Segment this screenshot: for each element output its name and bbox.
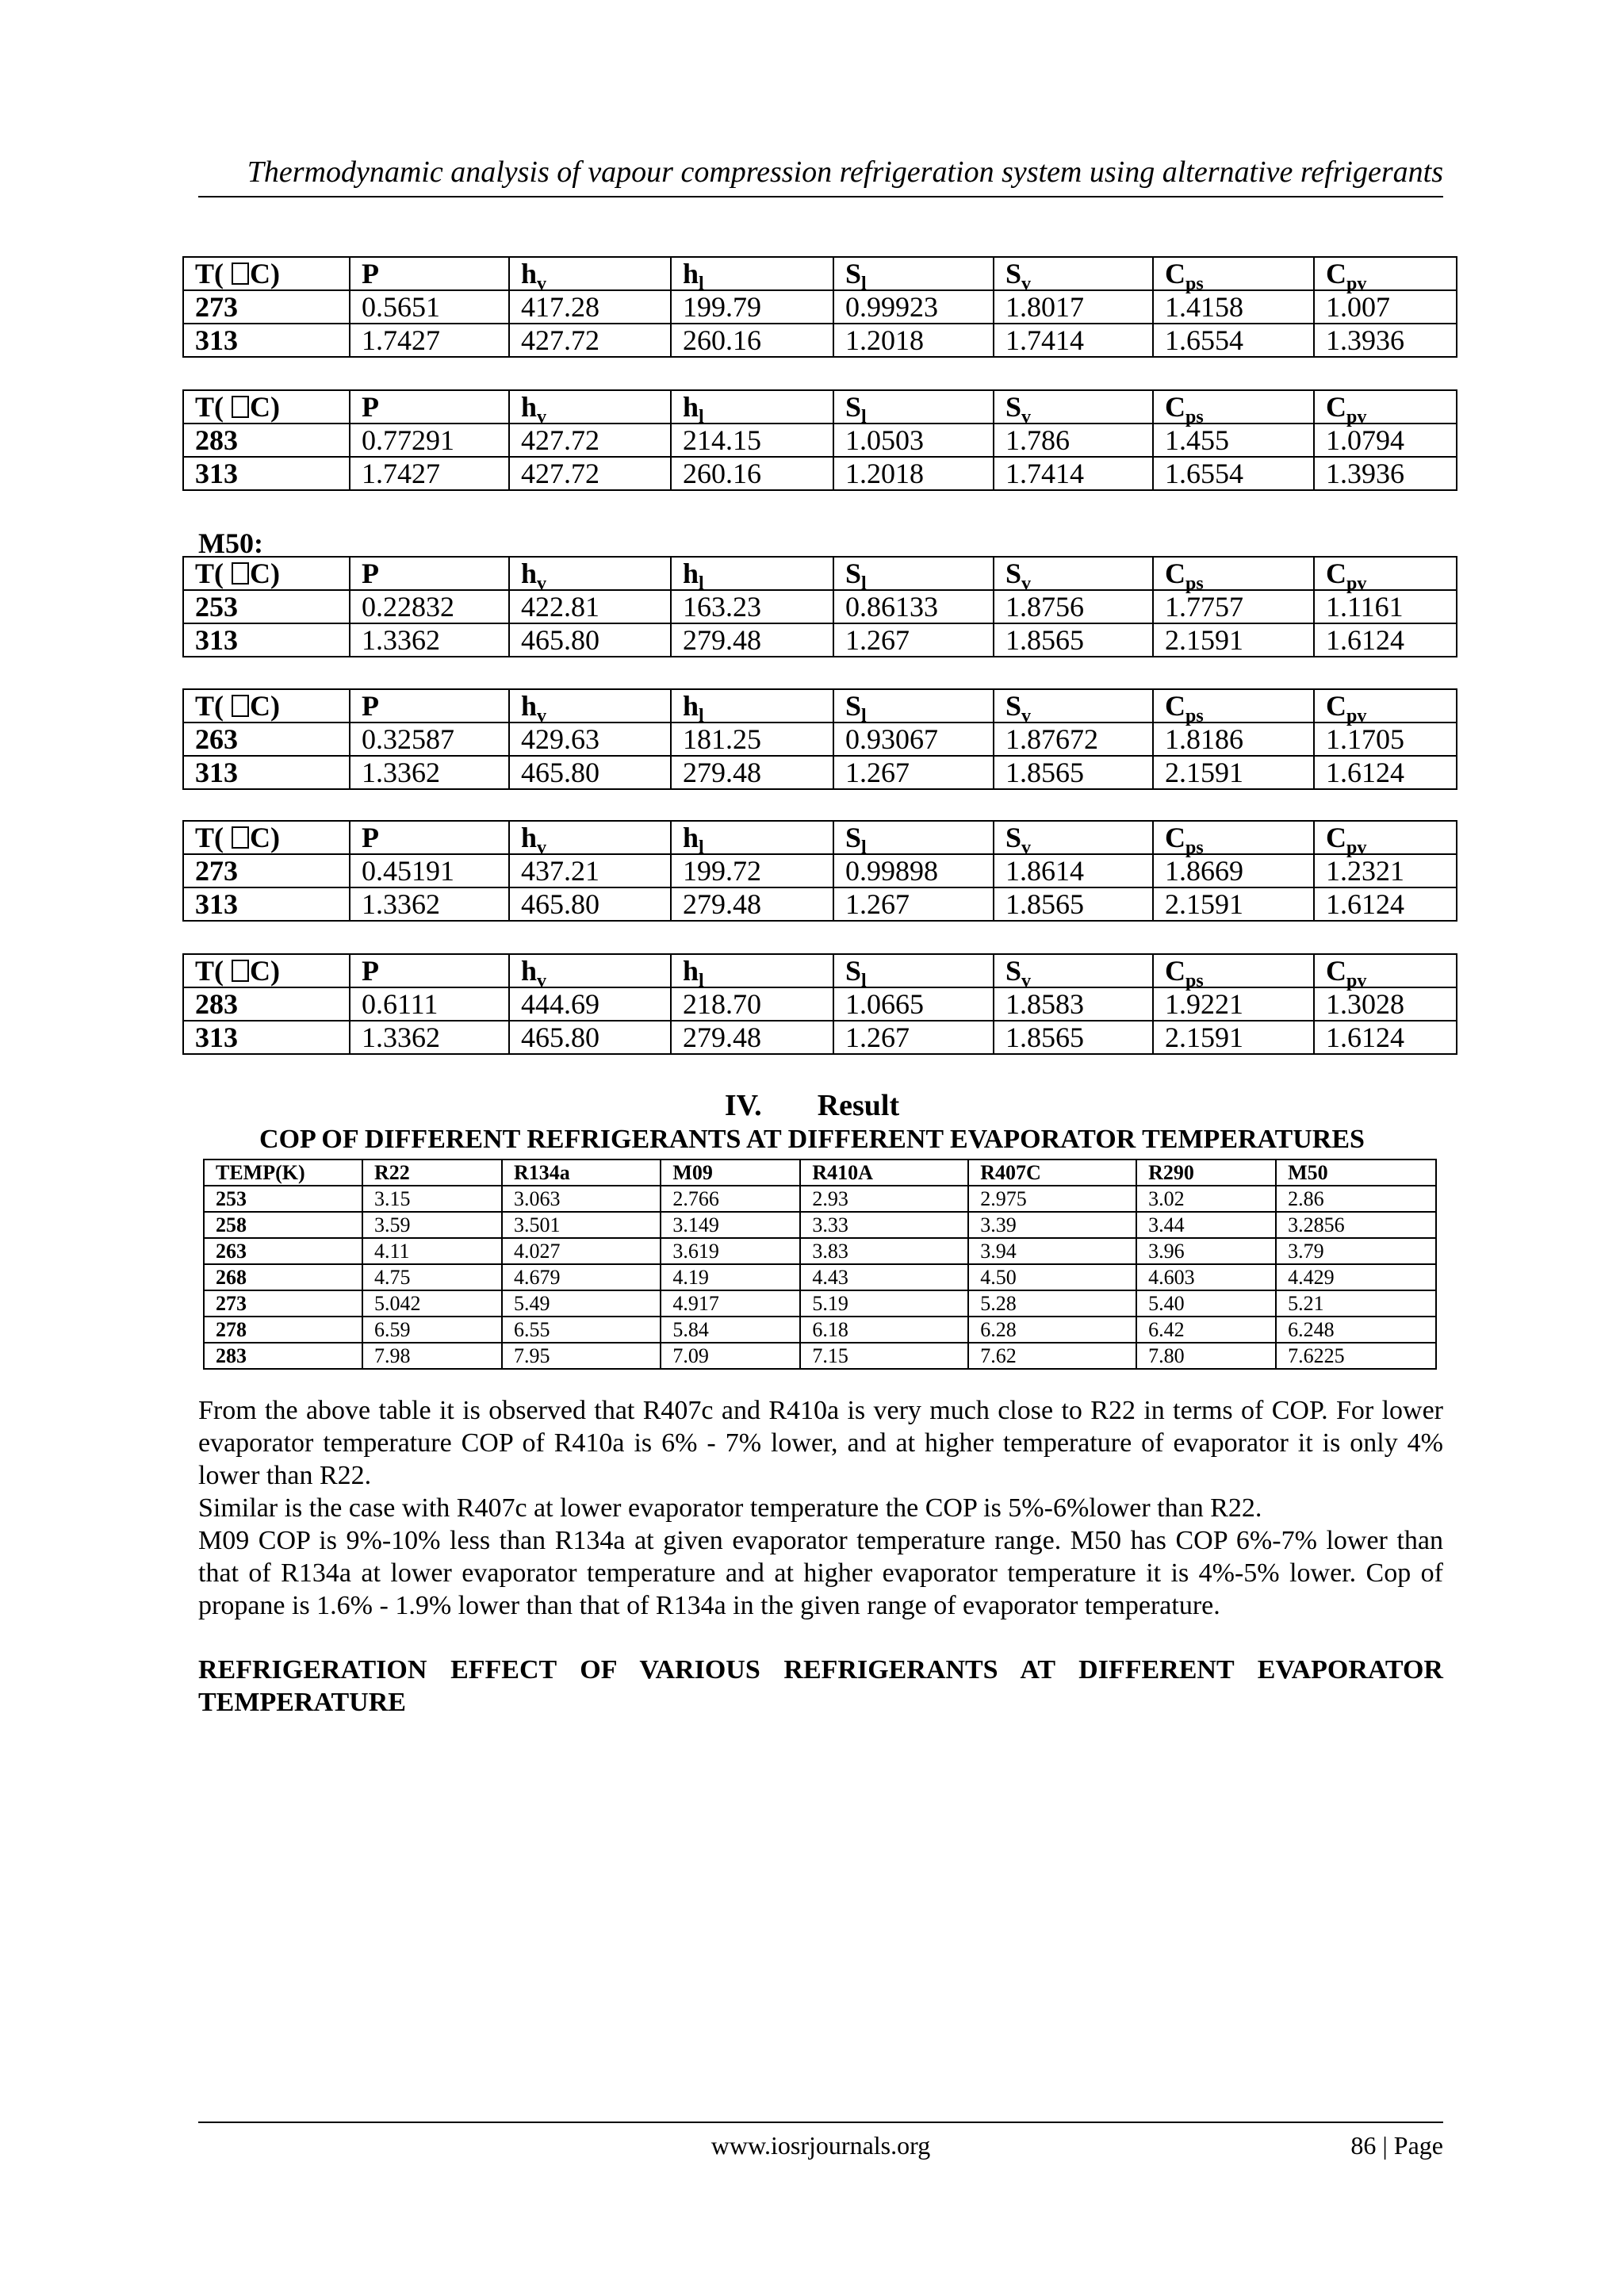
table-cell: 3.59	[362, 1212, 502, 1238]
col-cpv: $C_{pv}$	[1314, 821, 1457, 854]
missing-glyph-box	[232, 263, 249, 285]
col-sv: $S_v$	[994, 390, 1153, 424]
temp-header: T( C)	[183, 257, 350, 290]
col-cps: $C_{ps}$	[1153, 257, 1314, 290]
property-table-3	[182, 556, 1457, 657]
section-title: Result	[817, 1089, 900, 1122]
col-hl: $h_l$	[671, 390, 833, 424]
table-cell: 7.95	[502, 1343, 661, 1369]
table-row: 313 1.3362 465.80 279.48 1.267 1.8565 2.1591 1.6124	[183, 887, 1457, 921]
table-cell: 5.40	[1136, 1290, 1276, 1317]
table-row	[204, 1212, 1436, 1238]
table-cell: 5.49	[502, 1290, 661, 1317]
table-cell: 2.93	[800, 1186, 968, 1212]
missing-glyph-box	[232, 695, 249, 717]
col-cpv: $C_{pv}$	[1314, 954, 1457, 987]
table-cell: 4.027	[502, 1238, 661, 1264]
table-cell: 4.429	[1276, 1264, 1436, 1290]
col-cps: $C_{ps}$	[1153, 557, 1314, 590]
table-cell: 6.248	[1276, 1317, 1436, 1343]
table-cell: 278	[204, 1317, 362, 1343]
col-cps: $C_{ps}$	[1153, 821, 1314, 854]
section-heading	[0, 1088, 1624, 1123]
paragraph-3: M09 COP is 9%-10% less than R134a at given evaporator temperature range. M50 has COP 6%-7% lower than that of R134a at lower evaporator temperature and at higher evaporator temperature it is 4%-5% lower. Cop of propane is 1.6% - 1.9% lower than that of R134a in the given range of evaporator temperature.	[198, 1526, 1443, 1620]
table-cell: 4.603	[1136, 1264, 1276, 1290]
table-cell: 5.042	[362, 1290, 502, 1317]
table-cell: 5.84	[661, 1317, 800, 1343]
table-cell: 5.19	[800, 1290, 968, 1317]
col-hv: $h_v$	[509, 689, 671, 723]
table-row: 273 0.5651 417.28 199.79 0.99923 1.8017 1.4158 1.007	[183, 290, 1457, 324]
col-p: P	[350, 821, 509, 854]
cop-header-row: TEMP(K) R22 R134a M09 R410A R407C R290 M50	[204, 1159, 1436, 1186]
col-cpv: $C_{pv}$	[1314, 390, 1457, 424]
table-cell: 2.975	[968, 1186, 1136, 1212]
col-hv: $h_v$	[509, 557, 671, 590]
table-cell: 5.28	[968, 1290, 1136, 1317]
col-hv: $h_v$	[509, 821, 671, 854]
col-sl: $S_l$	[833, 821, 994, 854]
table-cell: 273	[204, 1290, 362, 1317]
col-p: P	[350, 557, 509, 590]
table-row: 263 0.32587 429.63 181.25 0.93067 1.87672 1.8186 1.1705	[183, 723, 1457, 756]
table-row	[204, 1317, 1436, 1343]
table-row: 273 0.45191 437.21 199.72 0.99898 1.8614 1.8669 1.2321	[183, 854, 1457, 887]
property-table-4	[182, 688, 1457, 790]
property-table-1	[182, 256, 1457, 358]
col-hl: $h_l$	[671, 821, 833, 854]
table-cell: 5.21	[1276, 1290, 1436, 1317]
missing-glyph-box	[232, 396, 249, 418]
col-cpv: $C_{pv}$	[1314, 689, 1457, 723]
col-p: P	[350, 954, 509, 987]
table-cell: 3.063	[502, 1186, 661, 1212]
table-row: 253 0.22832 422.81 163.23 0.86133 1.8756 1.7757 1.1161	[183, 590, 1457, 623]
table-cell: 7.80	[1136, 1343, 1276, 1369]
col-sl: $S_l$	[833, 954, 994, 987]
table-cell: 3.94	[968, 1238, 1136, 1264]
table-cell: 3.2856	[1276, 1212, 1436, 1238]
temp-header: T( C)	[183, 821, 350, 854]
table-cell: 7.98	[362, 1343, 502, 1369]
table-cell: 4.917	[661, 1290, 800, 1317]
table-cell: 3.44	[1136, 1212, 1276, 1238]
running-header	[198, 155, 1443, 202]
table-cell: 3.79	[1276, 1238, 1436, 1264]
table-cell: 3.02	[1136, 1186, 1276, 1212]
col-p: P	[350, 257, 509, 290]
table-cell: 6.18	[800, 1317, 968, 1343]
table-cell: 7.62	[968, 1343, 1136, 1369]
col-sv: $S_v$	[994, 257, 1153, 290]
property-table-6	[182, 953, 1457, 1055]
col-hl: $h_l$	[671, 954, 833, 987]
table-cell: 7.15	[800, 1343, 968, 1369]
col-hv: $h_v$	[509, 257, 671, 290]
table-cell: 3.501	[502, 1212, 661, 1238]
refrigeration-effect-heading: REFRIGERATION EFFECT OF VARIOUS REFRIGERANTS AT DIFFERENT EVAPORATOR TEMPERATURE	[198, 1655, 1443, 1717]
table-row: 313 1.7427 427.72 260.16 1.2018 1.7414 1.6554 1.3936	[183, 457, 1457, 490]
journal-url: www.iosrjournals.org	[710, 2131, 931, 2160]
missing-glyph-box	[232, 562, 249, 585]
table-cell: 253	[204, 1186, 362, 1212]
missing-glyph-box	[232, 960, 249, 982]
col-sv: $S_v$	[994, 821, 1153, 854]
col-sl: $S_l$	[833, 257, 994, 290]
property-table-2	[182, 389, 1457, 491]
page-footer	[198, 2122, 1443, 2169]
table-row	[204, 1290, 1436, 1317]
table-cell: 4.11	[362, 1238, 502, 1264]
temp-header: T( C)	[183, 557, 350, 590]
table-cell: 3.96	[1136, 1238, 1276, 1264]
table-row	[204, 1238, 1436, 1264]
table-cell: 4.679	[502, 1264, 661, 1290]
temp-header: T( C)	[183, 390, 350, 424]
table-cell: 3.619	[661, 1238, 800, 1264]
col-sl: $S_l$	[833, 689, 994, 723]
col-sv: $S_v$	[994, 954, 1153, 987]
table-cell: 3.39	[968, 1212, 1136, 1238]
table-row: 313 1.3362 465.80 279.48 1.267 1.8565 2.1591 1.6124	[183, 623, 1457, 657]
table-row	[204, 1264, 1436, 1290]
table-cell: 6.42	[1136, 1317, 1276, 1343]
table-cell: 6.59	[362, 1317, 502, 1343]
col-sv: $S_v$	[994, 557, 1153, 590]
table-cell: 258	[204, 1212, 362, 1238]
temp-header: T( C)	[183, 689, 350, 723]
col-cps: $C_{ps}$	[1153, 689, 1314, 723]
running-title: Thermodynamic analysis of vapour compression refrigeration system using alternative refrigerants	[247, 155, 1443, 189]
table-row: 313 1.7427 427.72 260.16 1.2018 1.7414 1.6554 1.3936	[183, 324, 1457, 357]
header-rule	[198, 196, 1443, 197]
table-cell: 283	[204, 1343, 362, 1369]
col-hl: $h_l$	[671, 557, 833, 590]
missing-glyph-box	[232, 826, 249, 849]
table-row: 283 0.77291 427.72 214.15 1.0503 1.786 1.455 1.0794	[183, 424, 1457, 457]
table-row: 283 0.6111 444.69 218.70 1.0665 1.8583 1.9221 1.3028	[183, 987, 1457, 1021]
footer-rule	[198, 2122, 1443, 2123]
table-cell: 4.75	[362, 1264, 502, 1290]
section-number: IV.	[724, 1089, 762, 1122]
col-p: P	[350, 689, 509, 723]
cop-table-title: COP OF DIFFERENT REFRIGERANTS AT DIFFERENT EVAPORATOR TEMPERATURES	[259, 1125, 1365, 1154]
table-cell: 4.50	[968, 1264, 1136, 1290]
table-cell: 3.149	[661, 1212, 800, 1238]
table-cell: 6.55	[502, 1317, 661, 1343]
col-cps: $C_{ps}$	[1153, 390, 1314, 424]
cop-table	[203, 1159, 1437, 1370]
table-row: 313 1.3362 465.80 279.48 1.267 1.8565 2.1591 1.6124	[183, 1021, 1457, 1054]
paragraph-1: From the above table it is observed that R407c and R410a is very much close to R22 in terms of COP. For lower evaporator temperature COP of R410a is 6% - 7% lower, and at higher temperature of evaporator it is only 4% lower than R22.	[198, 1396, 1443, 1490]
col-hl: $h_l$	[671, 689, 833, 723]
property-table-5	[182, 820, 1457, 922]
table-cell: 4.43	[800, 1264, 968, 1290]
col-sl: $S_l$	[833, 390, 994, 424]
table-cell: 4.19	[661, 1264, 800, 1290]
col-sl: $S_l$	[833, 557, 994, 590]
paragraph-2: Similar is the case with R407c at lower evaporator temperature the COP is 5%-6%lower than R22.	[198, 1493, 1262, 1523]
col-hl: $h_l$	[671, 257, 833, 290]
col-cps: $C_{ps}$	[1153, 954, 1314, 987]
col-hv: $h_v$	[509, 954, 671, 987]
table-cell: 263	[204, 1238, 362, 1264]
table-row	[204, 1186, 1436, 1212]
table-cell: 7.09	[661, 1343, 800, 1369]
table-cell: 3.33	[800, 1212, 968, 1238]
page-number: 86 | Page	[1350, 2131, 1443, 2160]
table-cell: 3.83	[800, 1238, 968, 1264]
col-hv: $h_v$	[509, 390, 671, 424]
table-cell: 3.15	[362, 1186, 502, 1212]
col-sv: $S_v$	[994, 689, 1153, 723]
temp-header: T( C)	[183, 954, 350, 987]
table-cell: 7.6225	[1276, 1343, 1436, 1369]
col-cpv: $C_{pv}$	[1314, 557, 1457, 590]
table-cell: 268	[204, 1264, 362, 1290]
m50-label: M50:	[198, 527, 263, 559]
col-cpv: $C_{pv}$	[1314, 257, 1457, 290]
table-cell: 2.86	[1276, 1186, 1436, 1212]
table-row: 313 1.3362 465.80 279.48 1.267 1.8565 2.1591 1.6124	[183, 756, 1457, 789]
table-cell: 6.28	[968, 1317, 1136, 1343]
table-cell: 2.766	[661, 1186, 800, 1212]
table-row	[204, 1343, 1436, 1369]
col-p: P	[350, 390, 509, 424]
